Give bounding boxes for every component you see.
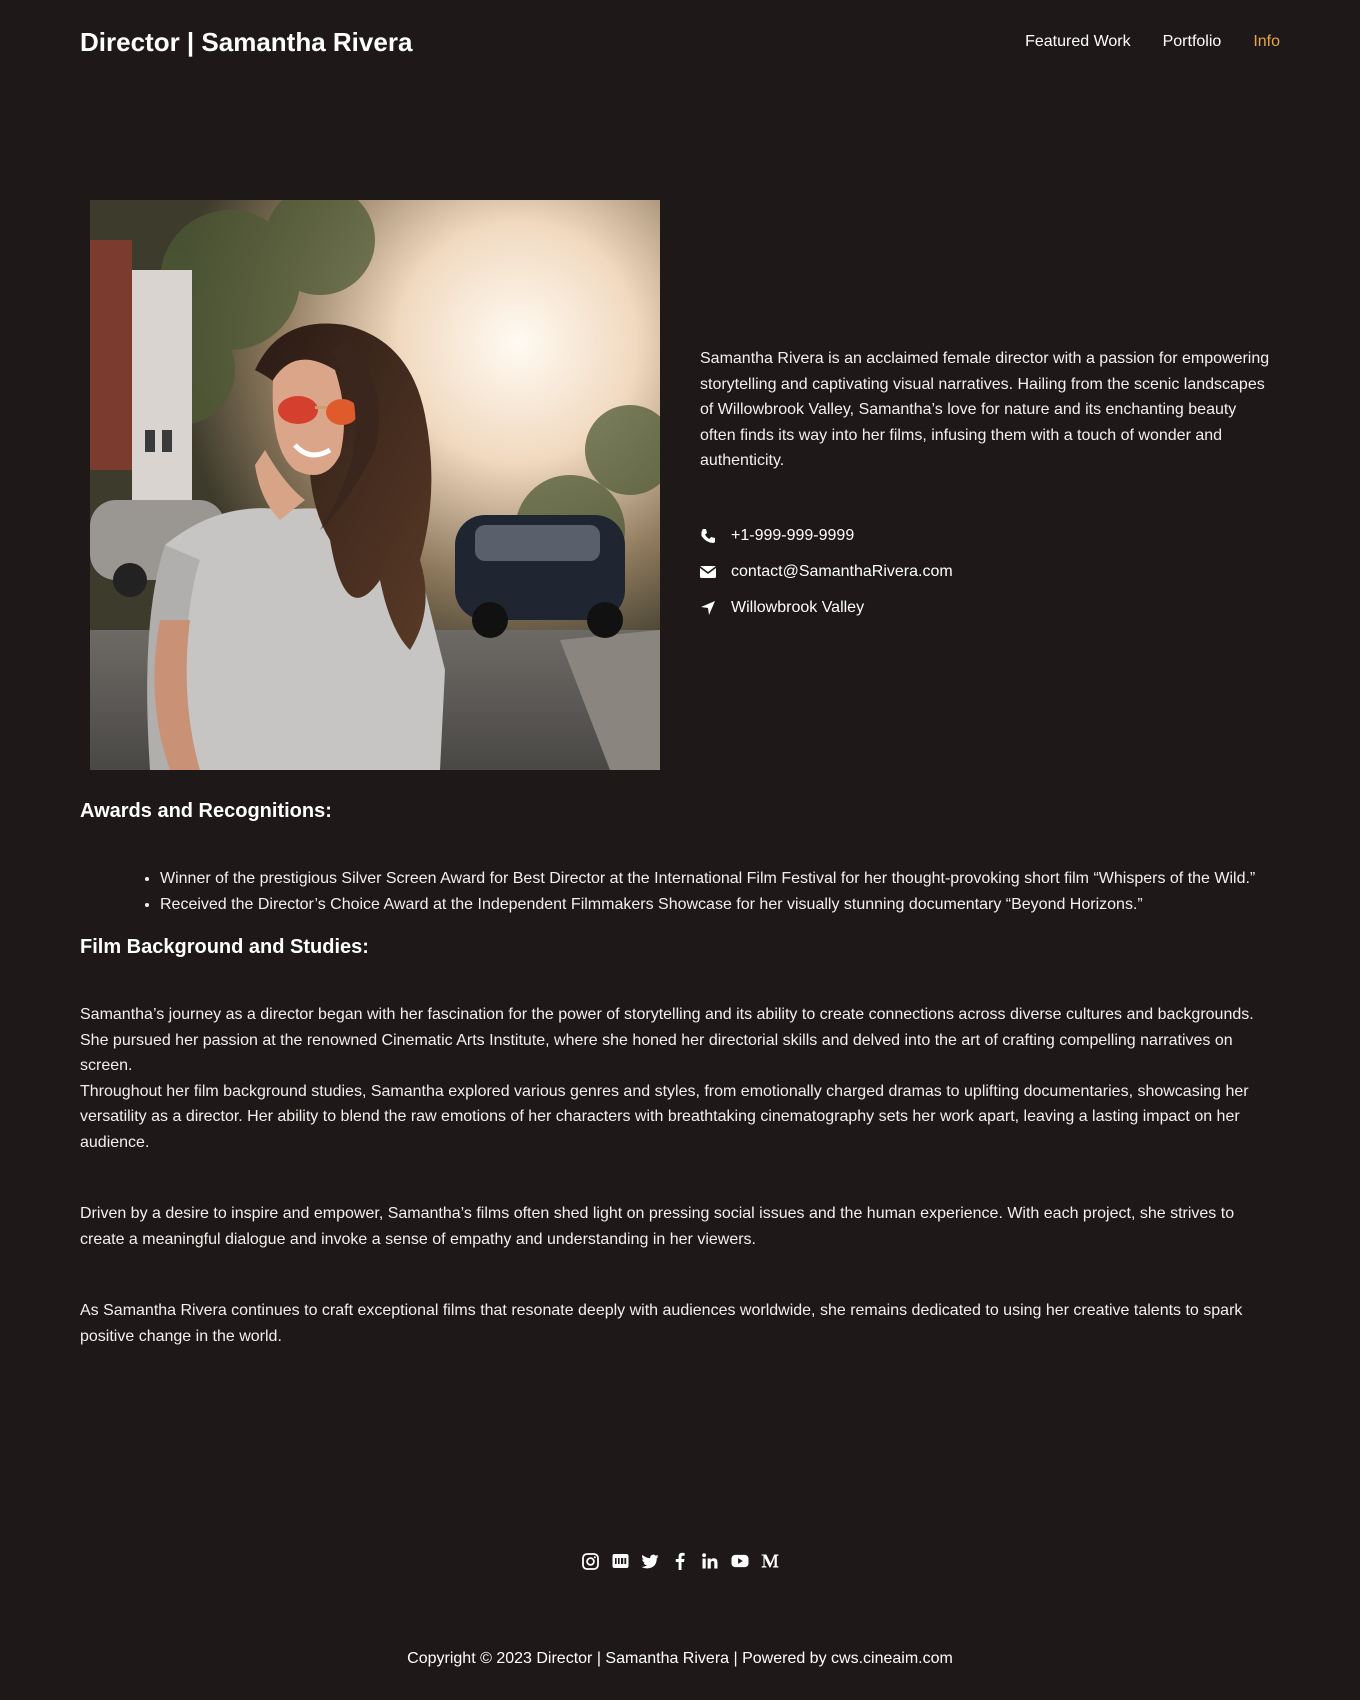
awards-list xyxy=(80,866,1280,918)
nav-featured-work[interactable]: Featured Work xyxy=(1025,33,1131,50)
twitter-icon[interactable] xyxy=(641,1552,659,1570)
imdb-icon[interactable] xyxy=(611,1552,629,1570)
site-header xyxy=(80,24,1280,60)
contact-email[interactable] xyxy=(700,554,1260,590)
contact-list xyxy=(700,518,1260,626)
contact-location xyxy=(700,590,1260,626)
main-nav xyxy=(1025,24,1280,60)
studies-paragraph-1a: Samantha’s journey as a director began with her fascination for the power of storytelling and its ability to create connections across diverse cultures and backgrounds. She pursued her passion at the renowned Cinematic Arts Institute, where she honed her directorial skills and delved into the art of crafting compelling narratives on screen. xyxy=(80,1006,1254,1075)
email-address: contact@SamanthaRivera.com xyxy=(731,563,953,580)
youtube-icon[interactable] xyxy=(731,1552,749,1570)
studies-paragraph-1b: Throughout her film background studies, Samantha explored various genres and styles, from emotionally charged dramas to uplifting documentaries, showcasing her versatility as a director. Her ability to blend the raw emotions of her characters with breathtaking cinematography sets her work apart, leaving a lasting impact on her audience. xyxy=(80,1082,1249,1151)
site-title[interactable]: Director | Samantha Rivera xyxy=(80,27,413,57)
medium-icon[interactable] xyxy=(761,1552,779,1570)
awards-heading: Awards and Recognitions: xyxy=(80,800,332,822)
contact-phone[interactable] xyxy=(700,518,1260,554)
nav-info[interactable]: Info xyxy=(1253,33,1280,50)
location-text: Willowbrook Valley xyxy=(731,599,865,616)
envelope-icon xyxy=(700,564,716,580)
studies-paragraph-1 xyxy=(80,1002,1280,1156)
studies-paragraph-2: Driven by a desire to inspire and empower, Samantha’s films often shed light on pressing social issues and the human experience. With each project, she strives to create a meaningful dialogue and invoke a sense of empathy and understanding in her viewers. xyxy=(80,1205,1235,1248)
instagram-icon[interactable] xyxy=(581,1552,599,1570)
footer-copyright: Copyright © 2023 Director | Samantha Rivera | Powered by cws.cineaim.com xyxy=(407,1650,953,1667)
nav-portfolio[interactable]: Portfolio xyxy=(1162,33,1222,50)
studies-heading: Film Background and Studies: xyxy=(80,936,369,958)
social-links xyxy=(0,1552,1360,1570)
location-arrow-icon xyxy=(700,600,716,616)
portrait-photo xyxy=(90,200,660,770)
linkedin-icon[interactable] xyxy=(701,1552,719,1570)
facebook-icon[interactable] xyxy=(671,1552,689,1570)
phone-icon xyxy=(700,528,716,544)
list-item: • Winner of the prestigious Silver Screen Award for Best Director at the International Film Festival for her thought-provoking short film “Whispers of the Wild.” xyxy=(160,866,1280,892)
bio-text: Samantha Rivera is an acclaimed female director with a passion for empowering storytelling and captivating visual narratives. Hailing from the scenic landscapes of Willowbrook Valley, Samantha’s love for nature and its enchanting beauty often finds its way into her films, infusing them with a touch of wonder and authenticity. xyxy=(700,350,1270,470)
studies-paragraph-3: As Samantha Rivera continues to craft exceptional films that resonate deeply with audiences worldwide, she remains dedicated to using her creative talents to spark positive change in the world. xyxy=(80,1302,1243,1345)
list-item: • Received the Director’s Choice Award at the Independent Filmmakers Showcase for her visually stunning documentary “Beyond Horizons.” xyxy=(160,892,1280,918)
phone-number: +1-999-999-9999 xyxy=(731,527,855,544)
